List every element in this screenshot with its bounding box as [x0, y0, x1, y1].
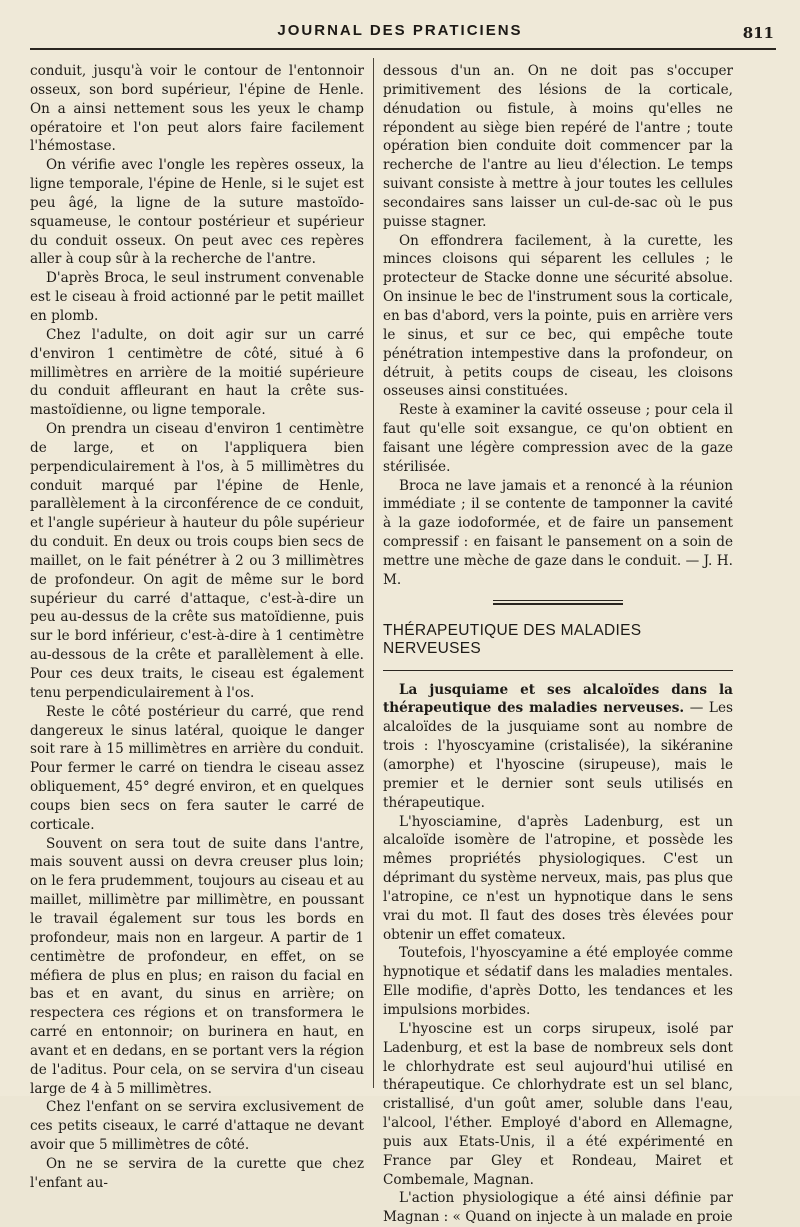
article-lead-text: — Les alcaloïdes de la jusquiame sont au nombre de trois : l'hyoscyamine (cristalisée), la sikéranine (amorphe) et l'hyoscine (sirupeuse), mais le premier et le dernier sont seuls utilisés en thérapeutique. [383, 700, 733, 811]
paragraph: Toutefois, l'hyoscyamine a été employée comme hypnotique et sédatif dans les maladies mentales. Elle modifie, d'après Dotto, les tendances et les impulsions morbides. [383, 945, 733, 1018]
paragraph: Souvent on sera tout de suite dans l'antre, mais souvent aussi on devra creuser plus loin; on le fera prudemment, toujours au ciseau et au maillet, millimètre par millimètre, en poussant le travail également sur tous les bords en profondeur, mais non en largeur. A partir de 1 centimètre de profondeur, en effet, on se méfiera de plus en plus; en raison du facial en bas et en avant, du sinus en arrière; on respectera ces régions et on transformera le carré en entonnoir; on burinera en haut, en avant et en dedans, en se portant vers la région de l'aditus. Pour cela, on se servira d'un ciseau large de 4 à 5 millimètres. [30, 835, 364, 1097]
section-divider [383, 600, 733, 608]
paragraph: D'après Broca, le seul instrument convenable est le ciseau à froid actionné par le petit maillet en plomb. [30, 270, 364, 324]
paragraph: L'hyoscine est un corps sirupeux, isolé par Ladenburg, et est la base de nombreux sels dont le chlorhydrate est seul aujourd'hui utilisé en thérapeutique. Ce chlorhydrate est un sel blanc, cristallisé, d'un goût amer, soluble dans l'eau, l'alcool, l'éther. Employé d'abord en Allemagne, puis aux Etats-Unis, il a été expérimenté en France par Gley et Rondeau, Mairet et Combemale, Magnan. [383, 1020, 733, 1188]
page-number: 811 [742, 24, 774, 42]
running-header-title: JOURNAL DES PRATICIENS [277, 22, 523, 39]
column-divider [373, 58, 374, 1088]
left-column [30, 62, 364, 1191]
article-lead-paragraph [383, 681, 733, 813]
paragraph-signed: Broca ne lave jamais et a renoncé à la réunion immédiate ; il se contente de tamponner la cavité à la gaze iodoformée, et de faire un pansement compressif : en faisant le pansement on a soin de mettre une mèche de gaze dans le conduit. — J. H. M. [383, 477, 733, 588]
paragraph: L'hyosciamine, d'après Ladenburg, est un alcaloïde isomère de l'atropine, et possède les mêmes propriétés physiologiques. C'est un déprimant du système nerveux, mais, pas plus que l'atropine, ce n'est un hypnotique dans le sens vrai du mot. Il faut des doses très élevées pour obtenir un effet comateux. [383, 813, 733, 943]
paragraph: On prendra un ciseau d'environ 1 centimètre de large, et on l'appliquera bien perpendiculairement à l'os, à 5 millimètres du conduit marqué par l'épine de Henle, parallèlement à la circonférence de ce conduit, et l'angle supérieur à hauteur du pôle supérieur du conduit. En deux ou trois coups bien secs de maillet, on le fait pénétrer à 2 ou 3 millimètres de profondeur. On agit de même sur le bord supérieur du carré d'attaque, c'est-à-dire un peu au-dessus de la crête sus matoïdienne, puis sur le bord inférieur, c'est-à-dire à 1 centimètre au-dessous de la crête et parallèlement à elle. Pour ces deux traits, le ciseau est également tenu perpendiculairement à l'os. [30, 421, 364, 701]
paragraph: conduit, jusqu'à voir le contour de l'entonnoir osseux, son bord supérieur, l'épine de Henle. On a ainsi nettement sous les yeux le champ opératoire et l'on peut alors faire facilement l'hémostase. [30, 63, 364, 155]
section-heading-rule [383, 670, 733, 671]
paragraph: Chez l'adulte, on doit agir sur un carré d'environ 1 centimètre de côté, situé à 6 millimètres en arrière de la moitié supérieure du conduit affleurant en haut la crête sus-mastoïdienne, ou ligne temporale. [30, 326, 364, 419]
paragraph: Chez l'enfant on se servira exclusivement de ces petits ciseaux, le carré d'attaque ne devant avoir que 5 millimètres de côté. [30, 1099, 364, 1154]
paragraph: dessous d'un an. On ne doit pas s'occuper primitivement des lésions de la corticale, dénudation ou fistule, à moins qu'elles ne répondent au siège bien repéré de l'antre ; toute opération bien conduite doit commencer par la recherche de l'antre au lieu d'élection. Le temps suivant consiste à mettre à jour toutes les cellules secondaires sans laisser un cul-de-sac où le pus puisse stagner. [383, 63, 733, 230]
paragraph: L'action physiologique a été ainsi définie par Magnan : « Quand on injecte à un malade en proie [383, 1190, 733, 1226]
paragraph: On ne se servira de la curette que chez l'enfant au- [30, 1155, 364, 1191]
right-column [383, 62, 733, 1226]
paragraph: On effondrera facilement, à la curette, les minces cloisons qui séparent les cellules ; le protecteur de Stacke donne une sécurité absolue. On insinue le bec de l'instrument sous la corticale, en bas d'abord, vers la pointe, puis en arrière vers le sinus, et sur ce bec, qui empêche toute pénétration intempestive dans la profondeur, on détruit, à petits coups de ciseau, les cloisons osseuses ainsi constituées. [383, 232, 733, 400]
section-heading: THÉRAPEUTIQUE DES MALADIES NERVEUSES [383, 621, 642, 657]
paragraph: Reste le côté postérieur du carré, que rend dangereux le sinus latéral, quoique le danger soit rare à 15 millimètres en arrière du conduit. Pour fermer le carré on tiendra le ciseau assez obliquement, 45° degré environ, et en quelques coups bien secs on fera sauter le carré de corticale. [30, 703, 364, 833]
paragraph: On vérifie avec l'ongle les repères osseux, la ligne temporale, l'épine de Henle, si le sujet est peu âgé, la ligne de la suture mastoïdo-squameuse, le contour postérieur et supérieur du conduit osseux. On peut avec ces repères aller à coup sûr à la recherche de l'antre. [30, 157, 364, 268]
header-rule [30, 48, 776, 50]
paragraph: Reste à examiner la cavité osseuse ; pour cela il faut qu'elle soit exsangue, ce qu'on obtient en faisant une légère compression avec de la gaze stérilisée. [383, 402, 733, 475]
article-title: La jusquiame et ses alcaloïdes dans la thérapeutique des maladies nerveuses. [383, 681, 733, 717]
